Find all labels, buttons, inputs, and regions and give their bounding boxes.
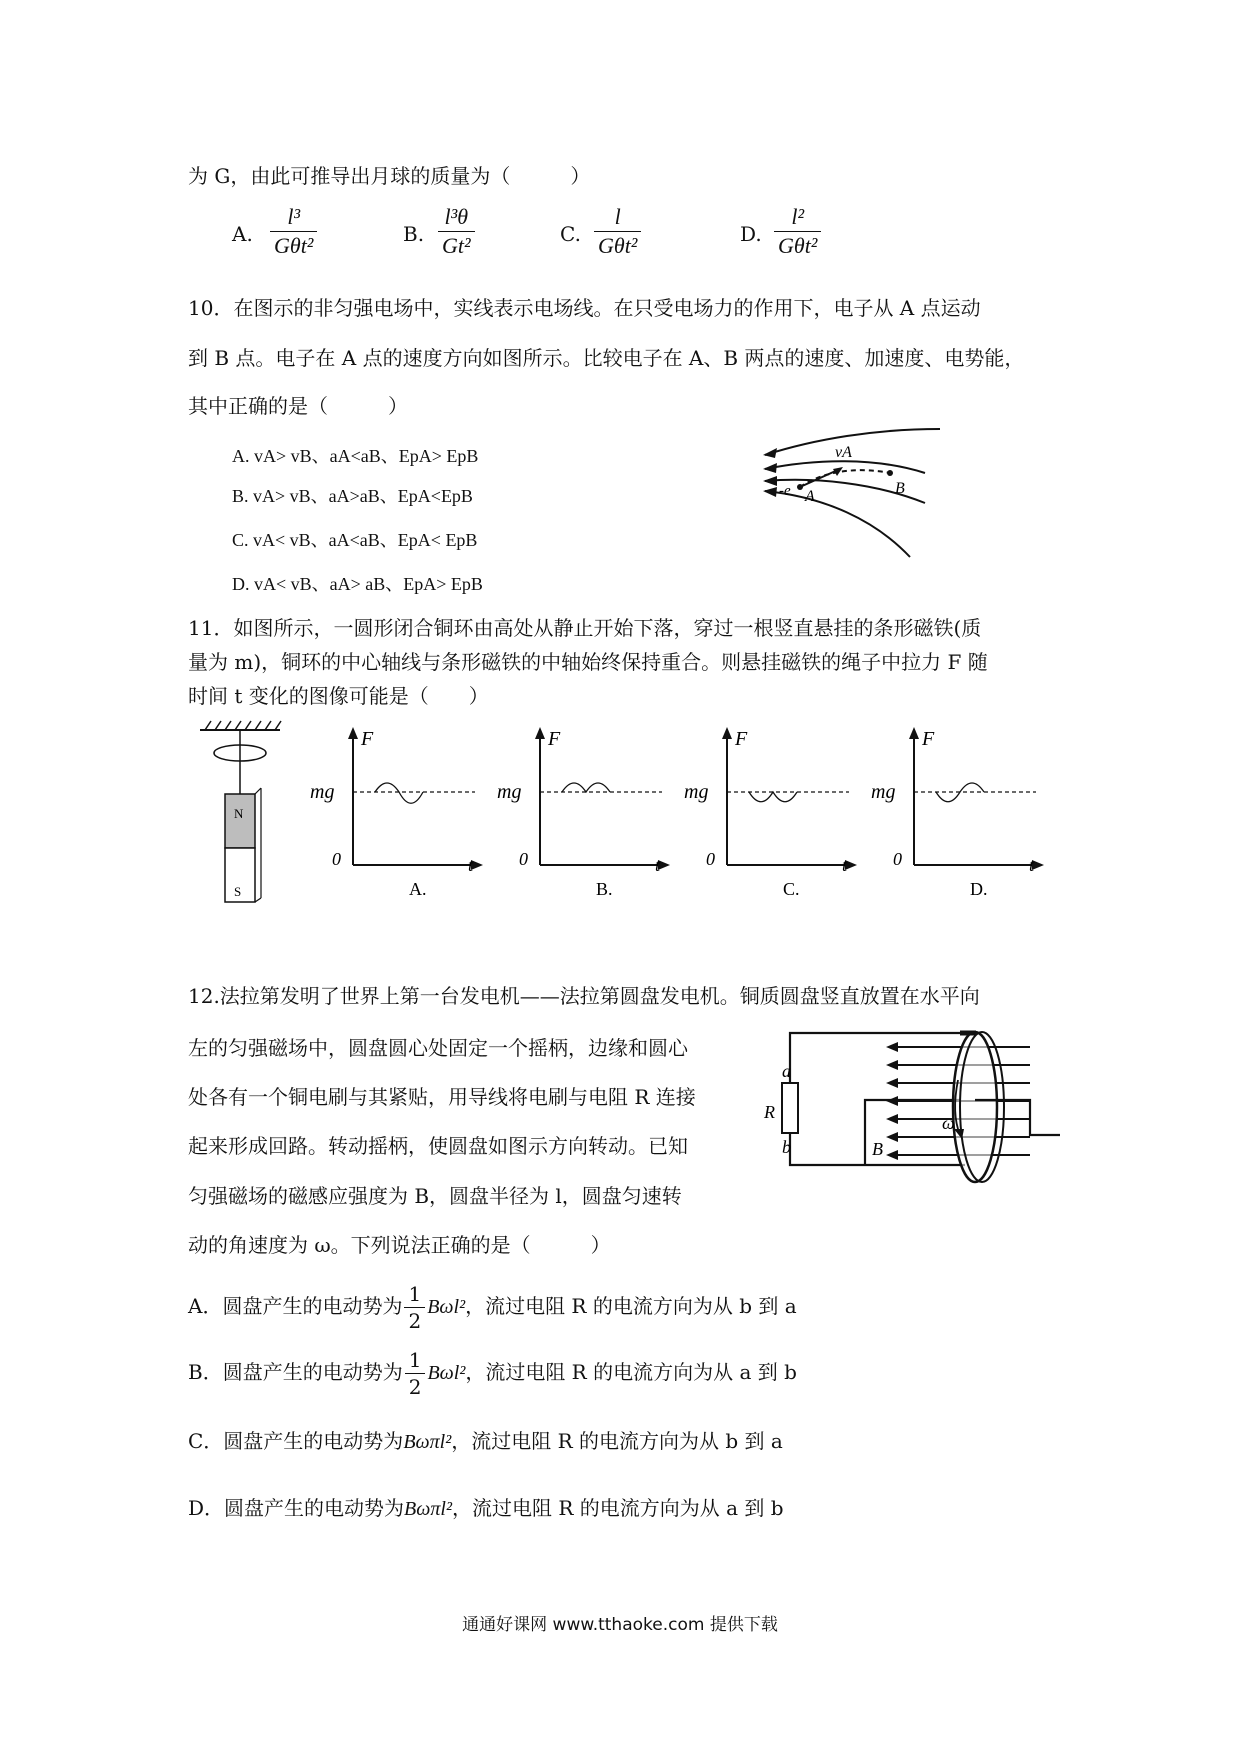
label-a: A: [805, 488, 815, 505]
q12-line-4: 起来形成回路。转动摇柄，使圆盘如图示方向转动。已知: [188, 1134, 688, 1158]
q11-line-2: 量为 m)，铜环的中心轴线与条形磁铁的中轴始终保持重合。则悬挂磁铁的绳子中拉力 F 随: [188, 650, 988, 674]
point-a-dot: [797, 484, 803, 490]
velocity-arrowhead: [833, 467, 843, 476]
q9-tail-text: 为 G，由此可推导出月球的质量为（ ）: [188, 164, 591, 188]
label-r: R: [764, 1102, 775, 1122]
q10-line-3: 其中正确的是（ ）: [188, 394, 408, 418]
arrowhead-3: [763, 476, 777, 486]
q11-magnet-figure: [195, 718, 285, 908]
q9-option-a-num: l³: [270, 204, 317, 232]
origin-label: 0: [893, 849, 902, 869]
velocity-vector: [800, 469, 840, 487]
label-electron: -e: [779, 483, 791, 499]
emf-expr: Bωπl²: [404, 1498, 452, 1520]
field-line-1: [765, 429, 940, 455]
origin-label: 0: [706, 849, 715, 869]
axis-t-label: t: [468, 855, 474, 875]
q9-option-d-num: l²: [774, 204, 821, 232]
axis-f-label: F: [361, 728, 374, 750]
point-b-dot: [887, 470, 893, 476]
q12-line-5: 匀强磁场的磁感应强度为 B，圆盘半径为 l，圆盘匀速转: [188, 1184, 682, 1208]
axis-f-label: F: [735, 728, 748, 750]
q9-option-d-label: D.: [740, 222, 762, 246]
graph-c-label: C.: [783, 879, 800, 899]
option-c-tail: ，流过电阻 R 的电流方向为从 b 到 a: [451, 1429, 783, 1453]
mg-label: mg: [871, 781, 896, 803]
q9-option-d-den: Gθt²: [778, 233, 818, 258]
q11-graph-c: [679, 725, 859, 899]
resistor: [782, 1083, 798, 1133]
q10-option-d: D. vA< vB、aA> aB、EpA> EpB: [232, 574, 483, 594]
mg-label: mg: [497, 781, 522, 803]
q10-option-c: C. vA< vB、aA<aB、EpA< EpB: [232, 530, 478, 550]
emf-expr: Bωl²: [427, 1362, 466, 1384]
option-b-tail: ，流过电阻 R 的电流方向为从 a 到 b: [465, 1360, 797, 1384]
footer-text: 通通好课网 www.tthaoke.com 提供下载: [462, 1615, 778, 1635]
graph-b-label: B.: [596, 879, 613, 899]
label-va: vA: [835, 444, 852, 461]
option-d-text: D．圆盘产生的电动势为: [188, 1496, 405, 1520]
q9-option-b-label: B.: [403, 222, 425, 246]
q11-graph-a: [305, 725, 485, 899]
q11-graph-d: [866, 725, 1046, 899]
field-line-4: [765, 491, 910, 557]
axis-f-label: F: [548, 728, 561, 750]
axis-t-label: t: [655, 855, 661, 875]
graph-d-label: D.: [970, 879, 988, 899]
label-b: B: [895, 480, 905, 497]
q12-generator-diagram: [764, 1025, 1080, 1190]
arrowhead-1: [763, 448, 777, 458]
q9-option-c-fraction: [592, 204, 643, 259]
origin-label: 0: [519, 849, 528, 869]
label-b-field: B: [872, 1139, 883, 1159]
axis-f-label: F: [922, 728, 935, 750]
q12-option-b: [188, 1348, 797, 1399]
emf-expr: Bωπl²: [403, 1431, 452, 1453]
label-omega: ω: [942, 1113, 955, 1133]
q11-line-3: 时间 t 变化的图像可能是（ ）: [188, 684, 489, 708]
half-den: 2: [408, 1309, 422, 1333]
q9-option-a-fraction: [268, 204, 319, 259]
q12-line-2: 左的匀强磁场中，圆盘圆心处固定一个摇柄，边缘和圆心: [188, 1036, 688, 1060]
option-a-tail: ，流过电阻 R 的电流方向为从 b 到 a: [465, 1294, 797, 1318]
q9-option-c-label: C.: [560, 222, 581, 246]
label-b: b: [782, 1137, 791, 1157]
q10-option-b: B. vA> vB、aA>aB、EpA<EpB: [232, 486, 473, 506]
q12-line-1: 12.法拉第发明了世界上第一台发电机——法拉第圆盘发电机。铜质圆盘竖直放置在水平向: [188, 984, 980, 1008]
option-b-text: B．圆盘产生的电动势为: [188, 1360, 403, 1384]
option-d-tail: ，流过电阻 R 的电流方向为从 a 到 b: [451, 1496, 784, 1520]
q12-line-6: 动的角速度为 ω。下列说法正确的是（ ）: [188, 1233, 611, 1257]
q11-graph-b: [492, 725, 672, 899]
q10-option-a: A. vA> vB、aA<aB、EpA> EpB: [232, 446, 479, 466]
label-s: S: [234, 884, 242, 899]
emf-expr: Bωl²: [427, 1296, 466, 1318]
half-num: 1: [405, 1348, 426, 1374]
q9-option-b-den: Gt²: [442, 233, 471, 258]
q9-option-b-fraction: [436, 204, 477, 259]
q9-option-c-num: l: [594, 204, 641, 232]
q9-option-a-label: A.: [232, 222, 253, 246]
q9-option-d-fraction: [772, 204, 823, 259]
graph-a-label: A.: [409, 879, 427, 899]
electron-path: [800, 470, 890, 487]
q9-option-b-num: l³θ: [438, 204, 475, 232]
axis-t-label: t: [1029, 855, 1035, 875]
q9-option-a-den: Gθt²: [274, 233, 314, 258]
magnet-north: [225, 794, 255, 848]
q10-line-2: 到 B 点。电子在 A 点的速度方向如图所示。比较电子在 A、B 两点的速度、加速度、电势能，: [188, 346, 1025, 370]
q12-option-d: [188, 1492, 784, 1521]
q10-line-1: 10．在图示的非匀强电场中，实线表示电场线。在只受电场力的作用下，电子从 A 点运动: [188, 296, 981, 320]
q12-line-3: 处各有一个铜电刷与其紧贴，用导线将电刷与电阻 R 连接: [188, 1085, 696, 1109]
half-num: 1: [404, 1282, 425, 1308]
option-a-text: A．圆盘产生的电动势为: [188, 1294, 403, 1318]
q9-option-c-den: Gθt²: [598, 233, 638, 258]
q12-option-c: [188, 1425, 783, 1454]
half-den: 2: [408, 1375, 422, 1399]
q12-option-a: [188, 1282, 797, 1333]
mg-label: mg: [684, 781, 709, 803]
q11-line-1: 11．如图所示，一圆形闭合铜环由高处从静止开始下落，穿过一根竖直悬挂的条形磁铁(质: [188, 616, 982, 640]
origin-label: 0: [332, 849, 341, 869]
label-a: a: [782, 1061, 791, 1081]
label-n: N: [234, 806, 244, 821]
axis-t-label: t: [842, 855, 848, 875]
mg-label: mg: [310, 781, 335, 803]
q10-field-diagram: [755, 425, 945, 560]
option-c-text: C．圆盘产生的电动势为: [188, 1429, 404, 1453]
